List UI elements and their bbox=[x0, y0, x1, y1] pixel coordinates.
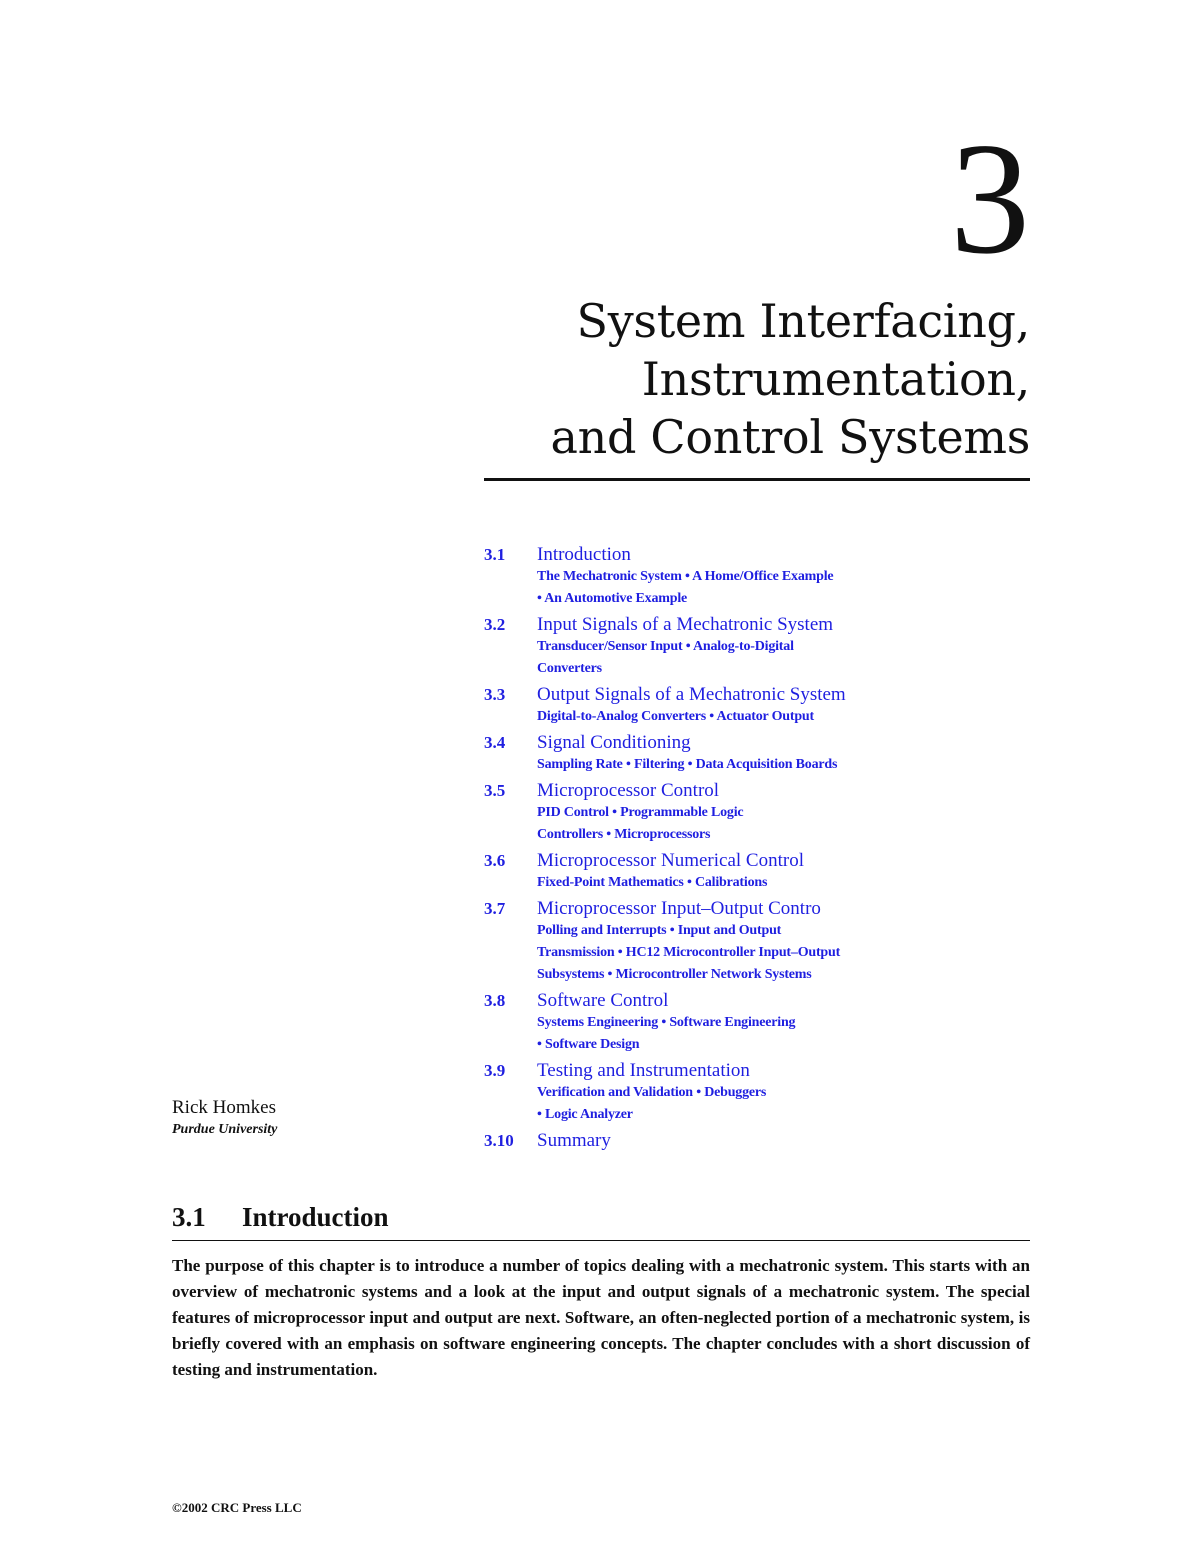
section-divider bbox=[172, 1240, 1030, 1241]
toc-entry-body bbox=[537, 780, 944, 846]
toc-entry-body bbox=[537, 544, 944, 610]
toc-entry-subtopics[interactable]: Controllers • Microprocessors bbox=[537, 827, 711, 842]
toc-entry-body bbox=[537, 1130, 944, 1152]
toc-entry-body bbox=[537, 684, 944, 728]
toc-entry-title[interactable]: Microprocessor Numerical Control bbox=[537, 850, 804, 871]
toc-entry-body bbox=[537, 850, 944, 894]
toc-entry-title[interactable]: Software Control bbox=[537, 990, 669, 1011]
toc-entry-subtopics[interactable]: • An Automotive Example bbox=[537, 591, 688, 606]
toc-entry[interactable] bbox=[484, 544, 944, 610]
chapter-title bbox=[551, 292, 1030, 466]
toc-entry-subtopics[interactable]: Digital-to-Analog Converters • Actuator Output bbox=[537, 709, 814, 724]
author-block bbox=[172, 1096, 277, 1140]
toc-entry-subtopics[interactable]: Transmission • HC12 Microcontroller Input–Output bbox=[537, 945, 841, 960]
toc-entry-title[interactable]: Introduction bbox=[537, 544, 631, 565]
toc-entry-title[interactable]: Microprocessor Input–Output Contro bbox=[537, 898, 821, 919]
author-affiliation: Purdue University bbox=[172, 1122, 278, 1137]
toc-entry-title[interactable]: Signal Conditioning bbox=[537, 732, 691, 753]
toc-entry-subtopics[interactable]: Sampling Rate • Filtering • Data Acquisition Boards bbox=[537, 757, 838, 772]
author-name: Rick Homkes bbox=[172, 1097, 276, 1118]
toc-entry-title[interactable]: Microprocessor Control bbox=[537, 780, 720, 801]
toc-entry-subtopics[interactable]: • Logic Analyzer bbox=[537, 1107, 633, 1122]
section-title: Introduction bbox=[242, 1202, 389, 1232]
toc-entry[interactable] bbox=[484, 780, 944, 846]
toc-entry-title[interactable]: Output Signals of a Mechatronic System bbox=[537, 684, 846, 705]
toc-entry-subtopics[interactable]: Transducer/Sensor Input • Analog-to-Digital bbox=[537, 639, 794, 654]
toc-entry-title[interactable]: Testing and Instrumentation bbox=[537, 1060, 750, 1081]
table-of-contents bbox=[484, 544, 944, 1156]
title-divider bbox=[484, 478, 1030, 481]
toc-entry-number: 3.6 bbox=[484, 851, 506, 870]
toc-entry[interactable] bbox=[484, 732, 944, 776]
toc-entry-number: 3.8 bbox=[484, 991, 506, 1010]
chapter-title-line: Instrumentation, bbox=[641, 352, 1030, 406]
toc-entry-subtopics[interactable]: PID Control • Programmable Logic bbox=[537, 805, 744, 820]
intro-paragraph: The purpose of this chapter is to introduce a number of topics dealing with a mechatronic system. This starts with an overview of mechatronic systems and a look at the input and output signals of a mechatronic system. The special features of microprocessor input and output are next. Software, an often-neglected portion of a mechatronic system, is briefly covered with an emphasis on software engineering concepts. The chapter concludes with a short discussion of testing and instrumentation. bbox=[172, 1256, 1030, 1379]
toc-entry-subtopics[interactable]: Systems Engineering • Software Engineering bbox=[537, 1015, 796, 1030]
toc-entry-subtopics[interactable]: Subsystems • Microcontroller Network Systems bbox=[537, 967, 812, 982]
toc-entry-body bbox=[537, 898, 944, 986]
chapter-number: 3 bbox=[950, 109, 1030, 287]
toc-entry-subtopics[interactable]: The Mechatronic System • A Home/Office Example bbox=[537, 569, 834, 584]
toc-entry-number: 3.10 bbox=[484, 1131, 514, 1150]
toc-entry-subtopics[interactable]: • Software Design bbox=[537, 1037, 640, 1052]
toc-entry-subtopics[interactable]: Converters bbox=[537, 661, 602, 676]
toc-entry[interactable] bbox=[484, 850, 944, 894]
toc-entry[interactable] bbox=[484, 1130, 944, 1152]
toc-entry-body bbox=[537, 614, 944, 680]
toc-entry-number: 3.5 bbox=[484, 781, 506, 800]
copyright-notice: ©2002 CRC Press LLC bbox=[172, 1500, 302, 1515]
toc-entry-number: 3.3 bbox=[484, 685, 506, 704]
toc-entry-body bbox=[537, 1060, 944, 1126]
toc-entry-number: 3.9 bbox=[484, 1061, 506, 1080]
toc-entry-number: 3.4 bbox=[484, 733, 506, 752]
toc-entry[interactable] bbox=[484, 1060, 944, 1126]
toc-entry-subtopics[interactable]: Fixed-Point Mathematics • Calibrations bbox=[537, 875, 768, 890]
toc-entry[interactable] bbox=[484, 684, 944, 728]
toc-entry-number: 3.7 bbox=[484, 899, 506, 918]
toc-entry-title[interactable]: Summary bbox=[537, 1130, 611, 1151]
chapter-title-line: System Interfacing, bbox=[576, 294, 1030, 348]
toc-entry[interactable] bbox=[484, 898, 944, 986]
section-heading bbox=[172, 1200, 389, 1234]
toc-entry-subtopics[interactable]: Verification and Validation • Debuggers bbox=[537, 1085, 767, 1100]
toc-entry[interactable] bbox=[484, 990, 944, 1056]
chapter-title-line: and Control Systems bbox=[550, 410, 1030, 464]
toc-entry-title[interactable]: Input Signals of a Mechatronic System bbox=[537, 614, 834, 635]
toc-entry-body bbox=[537, 990, 944, 1056]
toc-entry-body bbox=[537, 732, 944, 776]
toc-entry[interactable] bbox=[484, 614, 944, 680]
section-number: 3.1 bbox=[172, 1202, 206, 1232]
toc-entry-subtopics[interactable]: Polling and Interrupts • Input and Output bbox=[537, 923, 782, 938]
toc-entry-number: 3.1 bbox=[484, 545, 506, 564]
toc-entry-number: 3.2 bbox=[484, 615, 506, 634]
